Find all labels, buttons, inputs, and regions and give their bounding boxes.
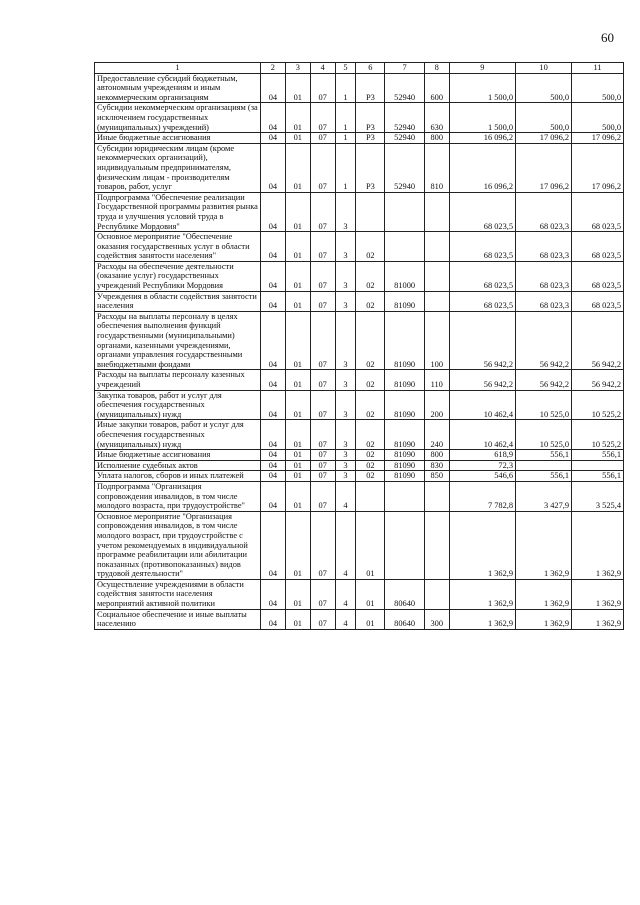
- amount-year-1: 56 942,2: [449, 311, 515, 370]
- event-code: Р3: [356, 133, 385, 144]
- column-header: 9: [449, 63, 515, 74]
- amount-year-1: 1 500,0: [449, 103, 515, 133]
- direction-code: [385, 232, 424, 262]
- subprogram-code: 3: [335, 390, 356, 420]
- amount-year-3: [572, 460, 624, 471]
- table-row: [95, 311, 624, 370]
- amount-year-1: 68 023,5: [449, 291, 515, 311]
- header-row: [95, 63, 624, 74]
- table-row: [95, 471, 624, 482]
- table-row: [95, 511, 624, 579]
- row-name: Основное мероприятие "Обеспечение оказания государственных услуг в области содействия занятости населения": [95, 232, 261, 262]
- amount-year-3: 500,0: [572, 73, 624, 103]
- amount-year-1: 618,9: [449, 450, 515, 461]
- amount-year-2: 10 525,0: [516, 390, 572, 420]
- amount-year-2: 68 023,3: [516, 232, 572, 262]
- subprogram-code: 3: [335, 471, 356, 482]
- direction-code: 81090: [385, 390, 424, 420]
- subsection-code: 01: [285, 192, 310, 231]
- table-row: [95, 143, 624, 192]
- amount-year-1: 1 362,9: [449, 609, 515, 629]
- amount-year-2: 17 096,2: [516, 133, 572, 144]
- event-code: Р3: [356, 143, 385, 192]
- direction-code: 81090: [385, 291, 424, 311]
- amount-year-2: 3 427,9: [516, 481, 572, 511]
- expense-type-code: 850: [424, 471, 449, 482]
- expense-type-code: [424, 232, 449, 262]
- expense-type-code: 830: [424, 460, 449, 471]
- table-row: [95, 450, 624, 461]
- amount-year-3: 500,0: [572, 103, 624, 133]
- subsection-code: 01: [285, 291, 310, 311]
- row-name: Иные бюджетные ассигнования: [95, 133, 261, 144]
- expense-type-code: 200: [424, 390, 449, 420]
- subprogram-code: 1: [335, 73, 356, 103]
- amount-year-1: 7 782,8: [449, 481, 515, 511]
- event-code: 01: [356, 579, 385, 609]
- row-name: Расходы на обеспечение деятельности (оказание услуг) государственных учреждений Республики Мордовия: [95, 261, 261, 291]
- amount-year-3: 10 525,2: [572, 390, 624, 420]
- column-header: 8: [424, 63, 449, 74]
- amount-year-1: 56 942,2: [449, 370, 515, 390]
- page-number: 60: [601, 30, 614, 45]
- amount-year-2: 500,0: [516, 103, 572, 133]
- program-code: 07: [310, 232, 335, 262]
- table-row: [95, 481, 624, 511]
- amount-year-1: 1 500,0: [449, 73, 515, 103]
- amount-year-2: 68 023,3: [516, 291, 572, 311]
- expense-type-code: 800: [424, 450, 449, 461]
- column-header: 1: [95, 63, 261, 74]
- row-name: Закупка товаров, работ и услуг для обеспечения государственных (муниципальных) нужд: [95, 390, 261, 420]
- subsection-code: 01: [285, 460, 310, 471]
- section-code: 04: [260, 103, 285, 133]
- amount-year-2: 1 362,9: [516, 511, 572, 579]
- direction-code: 81000: [385, 261, 424, 291]
- row-name: Подпрограмма "Обеспечение реализации Государственной программы развития рынка труда и улучшения условий труда в Республике Мордовия": [95, 192, 261, 231]
- section-code: 04: [260, 609, 285, 629]
- amount-year-3: 556,1: [572, 471, 624, 482]
- section-code: 04: [260, 460, 285, 471]
- event-code: 02: [356, 390, 385, 420]
- subprogram-code: 3: [335, 261, 356, 291]
- column-header: 10: [516, 63, 572, 74]
- amount-year-1: 1 362,9: [449, 579, 515, 609]
- amount-year-3: 1 362,9: [572, 609, 624, 629]
- direction-code: 52940: [385, 133, 424, 144]
- column-header: 3: [285, 63, 310, 74]
- program-code: 07: [310, 609, 335, 629]
- event-code: Р3: [356, 103, 385, 133]
- amount-year-2: 17 096,2: [516, 143, 572, 192]
- row-name: Предоставление субсидий бюджетным, автономным учреждениям и иным некоммерческим организациям: [95, 73, 261, 103]
- program-code: 07: [310, 450, 335, 461]
- direction-code: 52940: [385, 103, 424, 133]
- expense-type-code: 600: [424, 73, 449, 103]
- amount-year-3: 17 096,2: [572, 133, 624, 144]
- subsection-code: 01: [285, 511, 310, 579]
- subprogram-code: 4: [335, 579, 356, 609]
- amount-year-3: 68 023,5: [572, 192, 624, 231]
- amount-year-2: 56 942,2: [516, 311, 572, 370]
- table-row: [95, 133, 624, 144]
- amount-year-1: 72,3: [449, 460, 515, 471]
- direction-code: 52940: [385, 143, 424, 192]
- amount-year-1: 68 023,5: [449, 192, 515, 231]
- subprogram-code: 3: [335, 460, 356, 471]
- direction-code: 52940: [385, 73, 424, 103]
- subprogram-code: 3: [335, 420, 356, 450]
- row-name: Расходы на выплаты персоналу в целях обеспечения выполнения функций государственными (муниципальными) органами, казенными учреждениями, органами управления государственными внебюджетными фондами: [95, 311, 261, 370]
- amount-year-3: 1 362,9: [572, 579, 624, 609]
- program-code: 07: [310, 311, 335, 370]
- table-row: [95, 103, 624, 133]
- row-name: Иные бюджетные ассигнования: [95, 450, 261, 461]
- section-code: 04: [260, 73, 285, 103]
- subprogram-code: 3: [335, 232, 356, 262]
- row-name: Субсидии юридическим лицам (кроме некоммерческих организаций), индивидуальным предпринимателям, физическим лицам - производителям товаров, работ, услуг: [95, 143, 261, 192]
- section-code: 04: [260, 133, 285, 144]
- subsection-code: 01: [285, 450, 310, 461]
- row-name: Субсидии некоммерческим организациям (за исключением государственных (муниципальных) учреждений): [95, 103, 261, 133]
- subsection-code: 01: [285, 390, 310, 420]
- amount-year-2: 10 525,0: [516, 420, 572, 450]
- event-code: 02: [356, 370, 385, 390]
- amount-year-3: 556,1: [572, 450, 624, 461]
- expense-type-code: 240: [424, 420, 449, 450]
- subprogram-code: 4: [335, 609, 356, 629]
- event-code: 02: [356, 420, 385, 450]
- section-code: 04: [260, 232, 285, 262]
- section-code: 04: [260, 579, 285, 609]
- amount-year-1: 546,6: [449, 471, 515, 482]
- direction-code: 81090: [385, 311, 424, 370]
- amount-year-1: 68 023,5: [449, 232, 515, 262]
- table-row: [95, 609, 624, 629]
- amount-year-3: 56 942,2: [572, 311, 624, 370]
- program-code: 07: [310, 511, 335, 579]
- expense-type-code: 300: [424, 609, 449, 629]
- event-code: 02: [356, 261, 385, 291]
- expense-type-code: [424, 511, 449, 579]
- amount-year-2: 1 362,9: [516, 579, 572, 609]
- subprogram-code: 3: [335, 311, 356, 370]
- subsection-code: 01: [285, 579, 310, 609]
- direction-code: 81090: [385, 370, 424, 390]
- amount-year-1: 1 362,9: [449, 511, 515, 579]
- direction-code: 81090: [385, 471, 424, 482]
- expense-type-code: [424, 261, 449, 291]
- section-code: 04: [260, 420, 285, 450]
- table-row: [95, 192, 624, 231]
- direction-code: 81090: [385, 450, 424, 461]
- event-code: 02: [356, 450, 385, 461]
- program-code: 07: [310, 579, 335, 609]
- program-code: 07: [310, 261, 335, 291]
- row-name: Уплата налогов, сборов и иных платежей: [95, 471, 261, 482]
- subsection-code: 01: [285, 471, 310, 482]
- subsection-code: 01: [285, 609, 310, 629]
- amount-year-3: 68 023,5: [572, 261, 624, 291]
- program-code: 07: [310, 370, 335, 390]
- column-header: 11: [572, 63, 624, 74]
- subsection-code: 01: [285, 261, 310, 291]
- direction-code: [385, 511, 424, 579]
- subsection-code: 01: [285, 133, 310, 144]
- table-row: [95, 73, 624, 103]
- amount-year-2: 68 023,3: [516, 261, 572, 291]
- amount-year-3: 68 023,5: [572, 232, 624, 262]
- section-code: 04: [260, 390, 285, 420]
- program-code: 07: [310, 481, 335, 511]
- budget-table: [94, 62, 624, 630]
- subsection-code: 01: [285, 143, 310, 192]
- amount-year-3: 17 096,2: [572, 143, 624, 192]
- amount-year-2: 68 023,3: [516, 192, 572, 231]
- section-code: 04: [260, 261, 285, 291]
- expense-type-code: [424, 192, 449, 231]
- table-row: [95, 232, 624, 262]
- program-code: 07: [310, 291, 335, 311]
- subprogram-code: 3: [335, 370, 356, 390]
- program-code: 07: [310, 103, 335, 133]
- section-code: 04: [260, 192, 285, 231]
- expense-type-code: 100: [424, 311, 449, 370]
- row-name: Расходы на выплаты персоналу казенных учреждений: [95, 370, 261, 390]
- direction-code: 80640: [385, 609, 424, 629]
- expense-type-code: 630: [424, 103, 449, 133]
- event-code: [356, 192, 385, 231]
- column-header: 4: [310, 63, 335, 74]
- direction-code: [385, 481, 424, 511]
- section-code: 04: [260, 143, 285, 192]
- column-header: 2: [260, 63, 285, 74]
- subprogram-code: 4: [335, 481, 356, 511]
- column-header: 7: [385, 63, 424, 74]
- subsection-code: 01: [285, 311, 310, 370]
- expense-type-code: 810: [424, 143, 449, 192]
- expense-type-code: 110: [424, 370, 449, 390]
- direction-code: 81090: [385, 420, 424, 450]
- program-code: 07: [310, 73, 335, 103]
- program-code: 07: [310, 143, 335, 192]
- section-code: 04: [260, 450, 285, 461]
- direction-code: 81090: [385, 460, 424, 471]
- event-code: 02: [356, 460, 385, 471]
- program-code: 07: [310, 471, 335, 482]
- subprogram-code: 3: [335, 192, 356, 231]
- row-name: Учреждения в области содействия занятости населения: [95, 291, 261, 311]
- table-row: [95, 420, 624, 450]
- amount-year-3: 56 942,2: [572, 370, 624, 390]
- amount-year-2: 556,1: [516, 450, 572, 461]
- column-header: 6: [356, 63, 385, 74]
- event-code: 02: [356, 232, 385, 262]
- row-name: Основное мероприятие "Организация сопровождения инвалидов, в том числе молодого возраст, при трудоустройстве с учетом рекомендуемых в индивидуальной программе реабилитации или абилитации показанных (противопоказанных) видов трудовой деятельности": [95, 511, 261, 579]
- program-code: 07: [310, 192, 335, 231]
- expense-type-code: [424, 579, 449, 609]
- table-row: [95, 460, 624, 471]
- subsection-code: 01: [285, 232, 310, 262]
- event-code: [356, 481, 385, 511]
- amount-year-1: 10 462,4: [449, 420, 515, 450]
- table-row: [95, 390, 624, 420]
- expense-type-code: 800: [424, 133, 449, 144]
- subsection-code: 01: [285, 420, 310, 450]
- amount-year-2: 56 942,2: [516, 370, 572, 390]
- amount-year-3: 1 362,9: [572, 511, 624, 579]
- direction-code: [385, 192, 424, 231]
- amount-year-1: 10 462,4: [449, 390, 515, 420]
- amount-year-2: [516, 460, 572, 471]
- event-code: Р3: [356, 73, 385, 103]
- event-code: 02: [356, 291, 385, 311]
- amount-year-1: 68 023,5: [449, 261, 515, 291]
- expense-type-code: [424, 291, 449, 311]
- subsection-code: 01: [285, 370, 310, 390]
- amount-year-2: 1 362,9: [516, 609, 572, 629]
- section-code: 04: [260, 471, 285, 482]
- section-code: 04: [260, 511, 285, 579]
- table-row: [95, 579, 624, 609]
- row-name: Осуществление учреждениями в области содействия занятости населения мероприятий активной политики: [95, 579, 261, 609]
- amount-year-3: 68 023,5: [572, 291, 624, 311]
- subsection-code: 01: [285, 481, 310, 511]
- subsection-code: 01: [285, 73, 310, 103]
- program-code: 07: [310, 390, 335, 420]
- amount-year-1: 16 096,2: [449, 133, 515, 144]
- event-code: 02: [356, 311, 385, 370]
- subprogram-code: 3: [335, 291, 356, 311]
- amount-year-3: 10 525,2: [572, 420, 624, 450]
- event-code: 01: [356, 511, 385, 579]
- event-code: 01: [356, 609, 385, 629]
- program-code: 07: [310, 133, 335, 144]
- program-code: 07: [310, 460, 335, 471]
- table-row: [95, 370, 624, 390]
- amount-year-1: 16 096,2: [449, 143, 515, 192]
- amount-year-2: 500,0: [516, 73, 572, 103]
- section-code: 04: [260, 370, 285, 390]
- table-row: [95, 291, 624, 311]
- row-name: Социальное обеспечение и иные выплаты населению: [95, 609, 261, 629]
- subsection-code: 01: [285, 103, 310, 133]
- direction-code: 80640: [385, 579, 424, 609]
- table-row: [95, 261, 624, 291]
- section-code: 04: [260, 311, 285, 370]
- subprogram-code: 1: [335, 133, 356, 144]
- section-code: 04: [260, 481, 285, 511]
- row-name: Подпрограмма "Организация сопровождения инвалидов, в том числе молодого возраста, при трудоустройстве": [95, 481, 261, 511]
- event-code: 02: [356, 471, 385, 482]
- column-header: 5: [335, 63, 356, 74]
- section-code: 04: [260, 291, 285, 311]
- subprogram-code: 1: [335, 143, 356, 192]
- row-name: Исполнение судебных актов: [95, 460, 261, 471]
- amount-year-2: 556,1: [516, 471, 572, 482]
- program-code: 07: [310, 420, 335, 450]
- subprogram-code: 1: [335, 103, 356, 133]
- subprogram-code: 3: [335, 450, 356, 461]
- expense-type-code: [424, 481, 449, 511]
- amount-year-3: 3 525,4: [572, 481, 624, 511]
- subprogram-code: 4: [335, 511, 356, 579]
- row-name: Иные закупки товаров, работ и услуг для обеспечения государственных (муниципальных) нужд: [95, 420, 261, 450]
